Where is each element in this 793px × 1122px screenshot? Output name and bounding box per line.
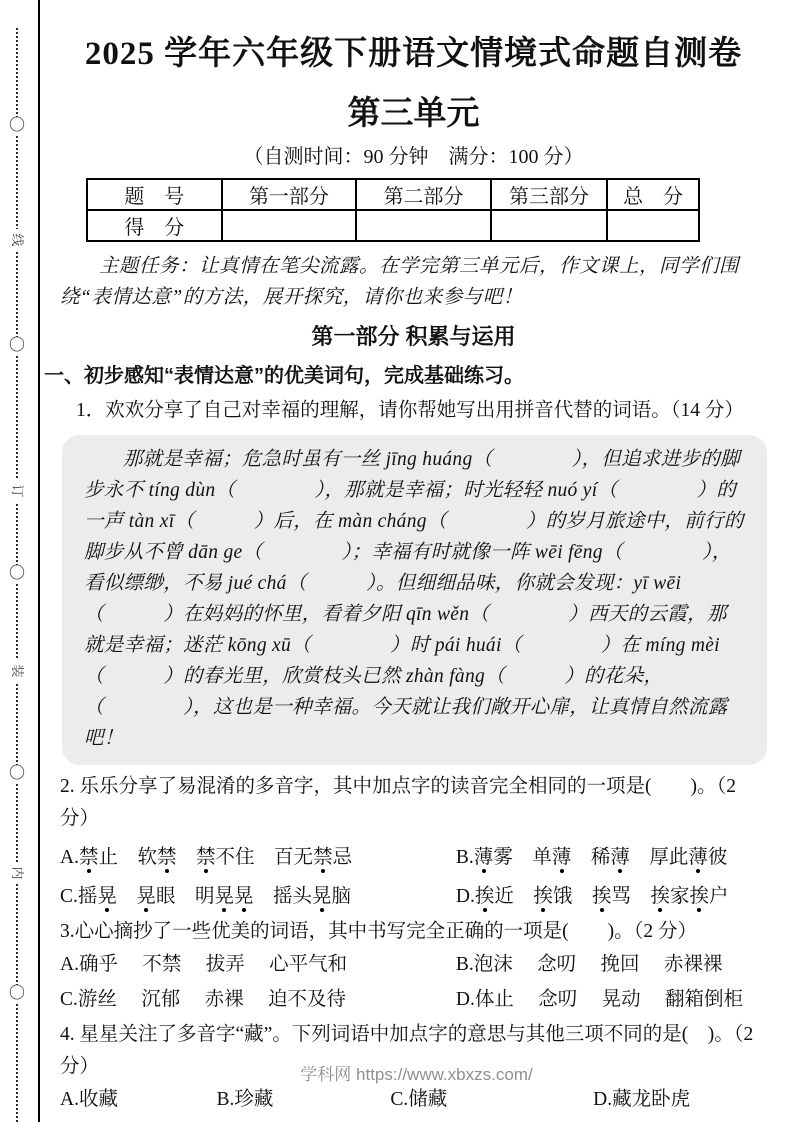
binding-circle: 〇 — [6, 985, 28, 1003]
unit-title: 第三单元 — [347, 96, 480, 132]
q3-stem: 3.心心摘抄了一些优美的词语，其中书写完全正确的一项是( )。（2 分） — [60, 921, 697, 942]
score-table-header-cell: 题 号 — [87, 179, 222, 210]
q4-option-d: D.藏龙卧虎 — [593, 1089, 691, 1110]
q2-option-d: D.挨近 挨饿 挨骂 挨家挨户 — [455, 886, 729, 907]
score-table-header-cell: 第二部分 — [356, 179, 491, 210]
part1-title: 第一部分 积累与运用 — [311, 324, 516, 349]
score-table-header-cell: 总 分 — [607, 179, 699, 210]
binding-circle: 〇 — [6, 765, 28, 783]
q4-option-b: B.珍藏 — [216, 1089, 274, 1110]
binding-circle: 〇 — [6, 565, 28, 583]
exam-meta: （自测时间：90 分钟 满分：100 分） — [243, 146, 584, 168]
q4-option-c: C.储藏 — [390, 1089, 448, 1110]
score-table-header-cell: 第一部分 — [222, 179, 357, 210]
score-table — [86, 178, 700, 242]
footer-watermark: 学科网 https://www.xbxzs.com/ — [300, 1065, 533, 1084]
binding-char-xian: 线 — [8, 229, 26, 251]
q4-stem: 4. 星星关注了多音字“藏”。下列词语中加点字的意思与其他三项不同的是( )。（2 分） — [60, 1024, 754, 1077]
section1-heading: 一、初步感知“表情达意”的优美词句，完成基础练习。 — [44, 365, 524, 387]
score-table-header-cell: 第三部分 — [491, 179, 607, 210]
q2-options — [60, 845, 767, 910]
q3-option-d: D.体止 念叨 晃动 翻箱倒柜 — [455, 989, 743, 1010]
binding-char-nei: 内 — [8, 862, 26, 884]
q4-option-a: A.收藏 — [60, 1089, 118, 1110]
score-cell-part2 — [356, 210, 491, 241]
q2-stem: 2. 乐乐分享了易混淆的多音字，其中加点字的读音完全相同的一项是( )。（2 分） — [60, 776, 736, 829]
q2-option-b: B.薄雾 单薄 稀薄 厚此薄彼 — [455, 847, 728, 868]
score-table-score-row — [87, 210, 699, 241]
q2-option-a: A.禁止 软禁 禁不住 百无禁忌 — [60, 847, 353, 868]
binding-char-zhuang: 装 — [8, 660, 26, 682]
q1-pinyin-passage: 那就是幸福；危急时虽有一丝 jīng huáng（ ），但追求进步的脚步永不 tíng dùn（ ），那就是幸福；时光轻轻 nuó yí（ ）的一声 tàn xī（ ）后，在 màn cháng（ ）的岁月旅途中，前行的脚步从不曾 dān ge（ ）；幸福有时就像一阵 wēi fēng（ ），看似缥缈，不易 jué chá（ ）。但细细品味，你就会发现：yī wēi（ ）在妈妈的怀里，看着夕阳 qīn wěn（ ）西天的云霞，那就是幸福；迷茫 kōng xū（ ）时 pái huái（ ）在 míng mèi（ ）的春光里，欣赏枝头已然 zhàn fàng（ ）的花朵，（ ），这也是一种幸福。今天就让我们敞开心扉，让真情自然流露吧！ — [62, 435, 767, 765]
q1-stem: 1．欢欢分享了自己对幸福的理解，请你帮她写出用拼音代替的词语。（14 分） — [76, 400, 744, 421]
page-title: 2025 学年六年级下册语文情境式命题自测卷 — [84, 36, 743, 72]
score-cell-part3 — [491, 210, 607, 241]
score-cell-part1 — [222, 210, 357, 241]
binding-char-ding: 订 — [8, 480, 26, 502]
theme-task-paragraph: 主题任务：让真情在笔尖流露。在学完第三单元后，作文课上，同学们围绕“表情达意”的方法，展开探究，请你也来参与吧！ — [60, 256, 740, 308]
q3-options — [60, 952, 767, 1013]
q3-option-a: A.确乎 不禁 拔弄 心平气和 — [60, 954, 348, 975]
score-table-header-row — [87, 179, 699, 210]
q4-options — [60, 1087, 767, 1113]
q2-option-c: C.摇晃 晃眼 明晃晃 摇头晃脑 — [60, 886, 352, 907]
binding-circle: 〇 — [6, 117, 28, 135]
exam-content — [40, 0, 793, 1113]
score-cell-total — [607, 210, 699, 241]
q3-option-b: B.泡沫 念叨 挽回 赤裸裸 — [455, 954, 723, 975]
q3-option-c: C.游丝 沉郁 赤裸 迫不及待 — [60, 989, 347, 1010]
binding-circle: 〇 — [6, 337, 28, 355]
score-row-label: 得 分 — [87, 210, 222, 241]
